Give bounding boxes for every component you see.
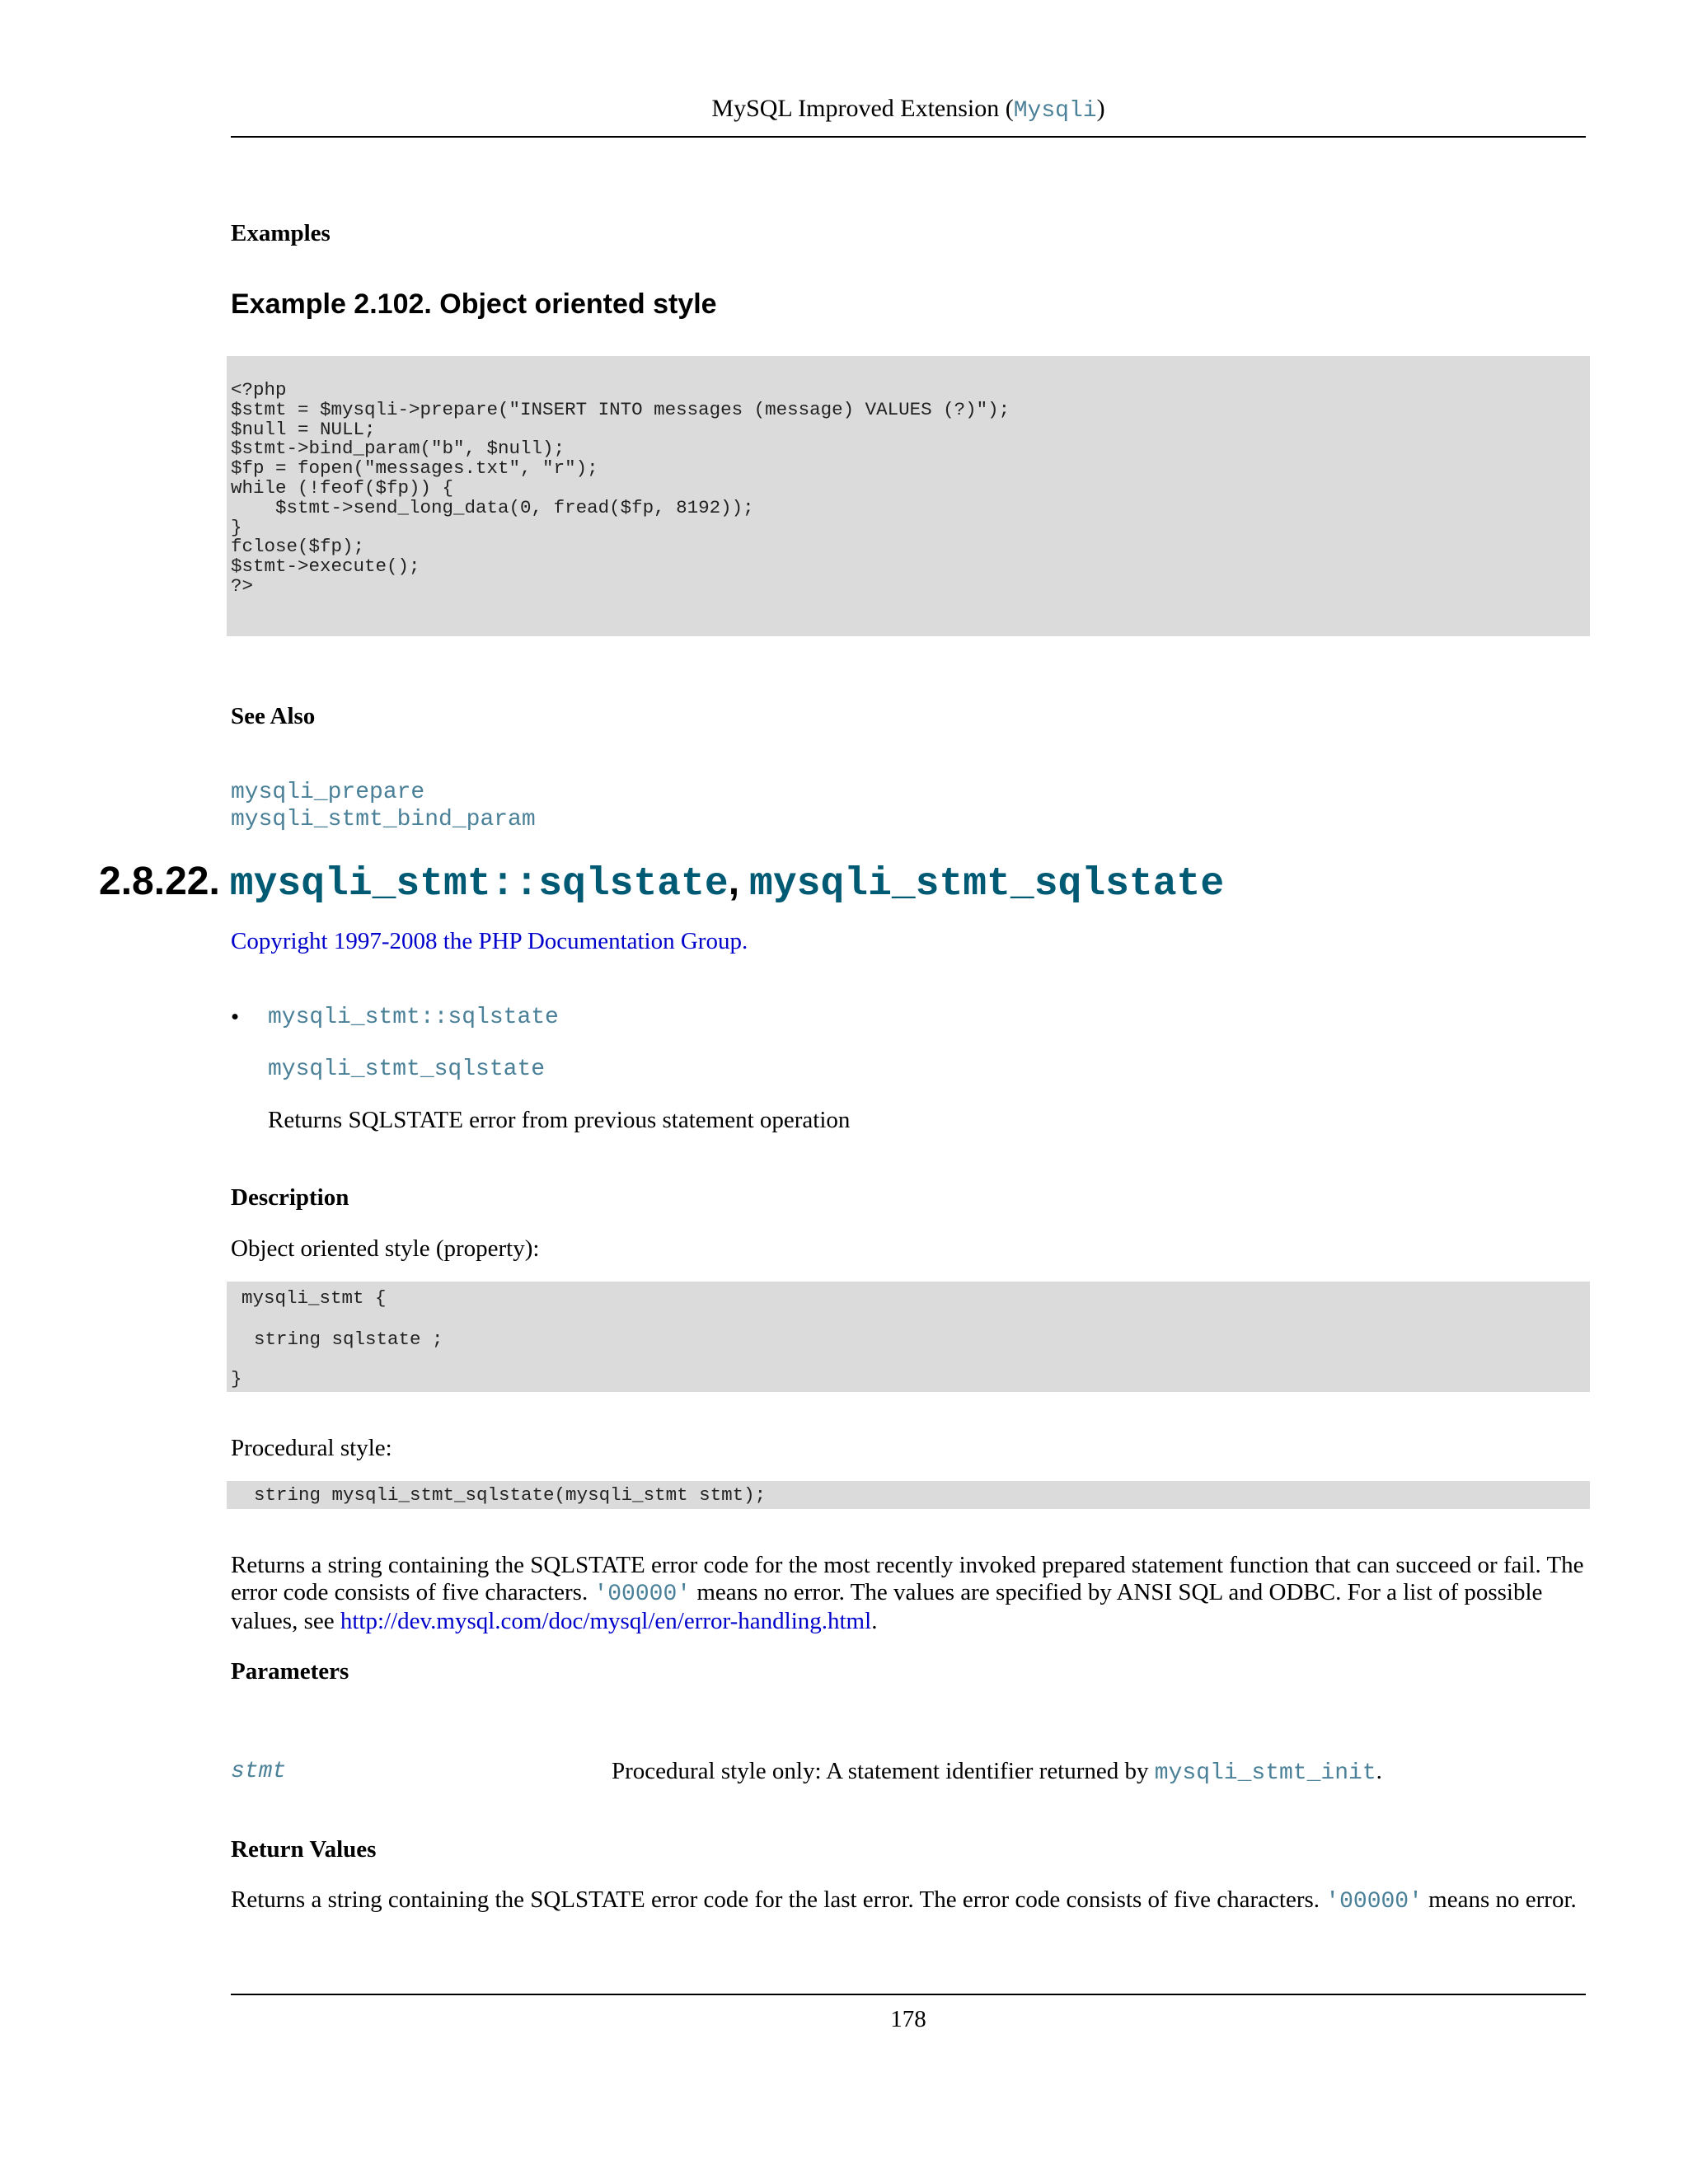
section-title-function[interactable]: mysqli_stmt_sqlstate [749, 862, 1225, 907]
parameter-desc-end: . [1376, 1758, 1382, 1784]
examples-heading: Examples [231, 220, 331, 246]
see-also-heading: See Also [231, 703, 316, 729]
oo-synopsis-block [227, 1282, 1590, 1392]
example-code: <?php $stmt = $mysqli->prepare("INSERT INTO messages (message) VALUES (?)"); $null = NULL; $stmt->bind_param("b", $null); $fp = fopen("messages.txt", "r"); while (!feof($fp)) { $stmt->send_long_data(0, fread($fp, 8192)); } fclose($fp); $stmt->execute(); ?> [231, 379, 1010, 597]
procedural-synopsis-block [227, 1481, 1590, 1509]
section-number: 2.8.22. [99, 860, 220, 903]
description-heading: Description [231, 1184, 349, 1211]
return-values-text-1: Returns a string containing the SQLSTATE error code for the last error. The error code consists of five characters. [231, 1886, 1326, 1913]
procedural-style-label: Procedural style: [231, 1435, 392, 1461]
section-title [99, 857, 1224, 909]
description-paragraph [231, 1552, 1586, 1635]
return-values-code: '00000' [1325, 1889, 1423, 1915]
page-number: 178 [890, 2006, 926, 2032]
example-code-block [227, 356, 1590, 636]
oo-synopsis-line1: mysqli_stmt { [241, 1287, 387, 1309]
header-title-suffix: ) [1096, 95, 1105, 122]
refname-function[interactable]: mysqli_stmt_sqlstate [268, 1057, 546, 1082]
parameter-description [612, 1756, 1382, 1788]
parameters-heading: Parameters [231, 1658, 349, 1685]
header-title-prefix: MySQL Improved Extension ( [711, 95, 1014, 122]
see-also-link-bind-param[interactable]: mysqli_stmt_bind_param [231, 807, 536, 832]
bullet: • [231, 1004, 240, 1030]
error-handling-link[interactable]: http://dev.mysql.com/doc/mysql/en/error-handling.html [340, 1608, 872, 1634]
parameter-desc-code[interactable]: mysqli_stmt_init [1154, 1760, 1376, 1786]
parameter-name-stmt: stmt [231, 1759, 287, 1784]
see-also-link-prepare[interactable]: mysqli_prepare [231, 780, 425, 805]
refpurpose: Returns SQLSTATE error from previous statement operation [268, 1107, 851, 1133]
description-text-3: . [871, 1608, 878, 1634]
page-header [231, 92, 1586, 128]
description-text-1: Returns a string containing the SQLSTATE error code for the most recently invoked prepared statement function that can succeed or fail. The error code consists of five characters. [231, 1552, 1584, 1605]
return-values-text-2: means no error. [1422, 1886, 1577, 1913]
oo-style-label: Object oriented style (property): [231, 1235, 540, 1262]
oo-synopsis-line3: } [231, 1368, 242, 1390]
return-values-paragraph [231, 1886, 1586, 1915]
example-title: Example 2.102. Object oriented style [231, 288, 717, 320]
return-values-heading: Return Values [231, 1836, 377, 1863]
oo-synopsis-line2: string sqlstate ; [254, 1329, 443, 1350]
refname-method[interactable]: mysqli_stmt::sqlstate [268, 1005, 559, 1030]
parameter-desc-text: Procedural style only: A statement identifier returned by [612, 1758, 1155, 1784]
section-title-method[interactable]: mysqli_stmt::sqlstate [229, 862, 729, 907]
description-text-2: means no error. The values are specified by ANSI SQL and ODBC. For a list of possible values, see [231, 1579, 1543, 1634]
section-title-separator: , [728, 860, 740, 903]
procedural-synopsis: string mysqli_stmt_sqlstate(mysqli_stmt stmt); [254, 1484, 767, 1506]
header-title-code: Mysqli [1013, 98, 1097, 124]
header-rule [231, 136, 1586, 138]
no-error-code: '00000' [593, 1582, 692, 1607]
copyright-link[interactable]: Copyright 1997-2008 the PHP Documentation Group. [231, 928, 748, 954]
footer-rule [231, 1994, 1586, 1995]
